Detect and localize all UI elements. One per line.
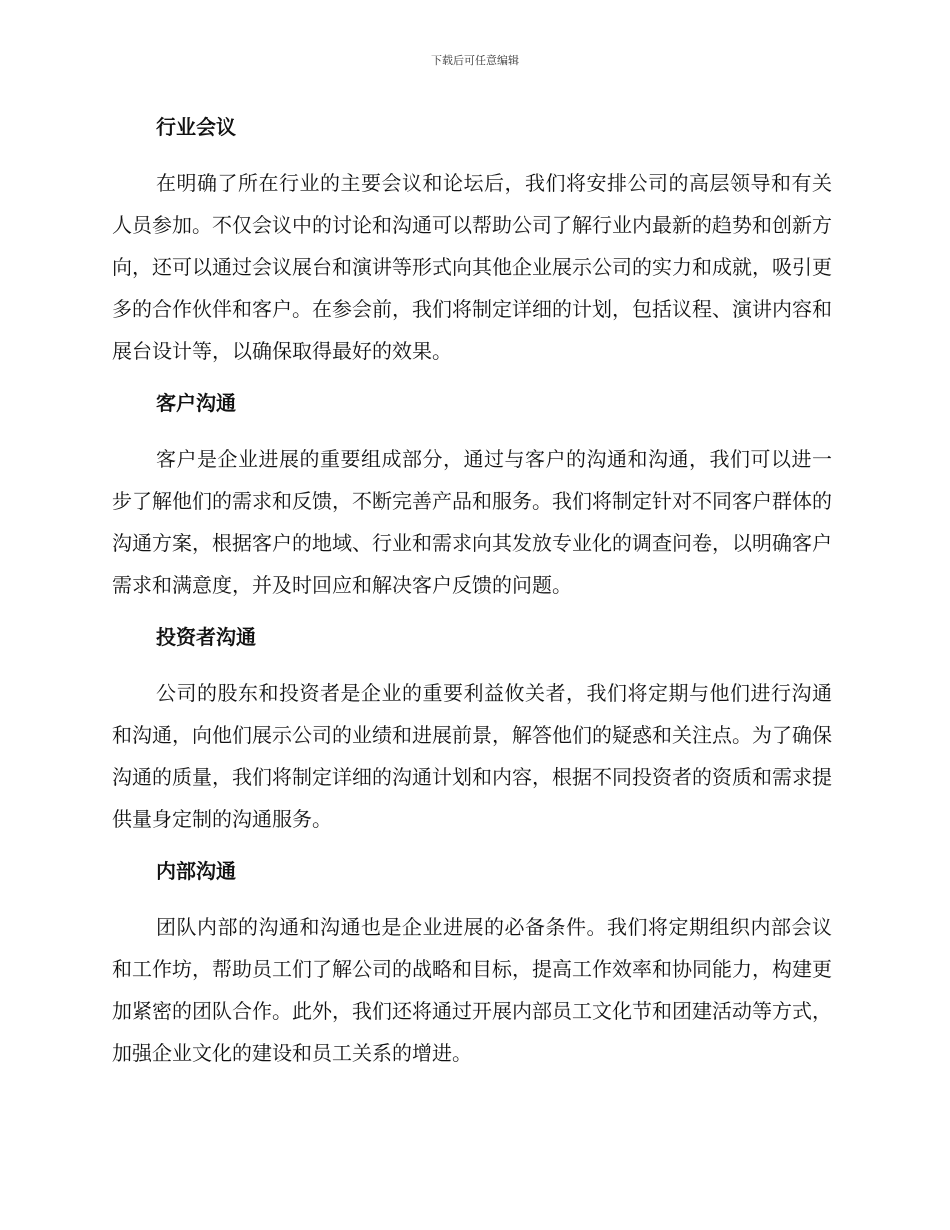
section-customer-communication (112, 384, 832, 606)
section-internal-communication (112, 852, 832, 1074)
section-industry-conference (112, 108, 832, 372)
section-title: 内部沟通 (156, 859, 236, 883)
section-title: 投资者沟通 (156, 625, 256, 649)
document-content (112, 108, 832, 1086)
section-paragraph: 在明确了所在行业的主要会议和论坛后，我们将安排公司的高层领导和有关人员参加。不仅会议中的讨论和沟通可以帮助公司了解行业内最新的趋势和创新方向，还可以通过会议展台和演讲等形式向其他企业展示公司的实力和成就，吸引更多的合作伙伴和客户。在参会前，我们将制定详细的计划，包括议程、演讲内容和展台设计等，以确保取得最好的效果。 (112, 171, 832, 363)
section-title: 客户沟通 (156, 391, 236, 415)
section-investor-communication (112, 618, 832, 840)
section-paragraph: 公司的股东和投资者是企业的重要利益攸关者，我们将定期与他们进行沟通和沟通，向他们展示公司的业绩和进展前景，解答他们的疑惑和关注点。为了确保沟通的质量，我们将制定详细的沟通计划和内容，根据不同投资者的资质和需求提供量身定制的沟通服务。 (112, 681, 832, 831)
section-paragraph: 客户是企业进展的重要组成部分，通过与客户的沟通和沟通，我们可以进一步了解他们的需求和反馈，不断完善产品和服务。我们将制定针对不同客户群体的沟通方案，根据客户的地域、行业和需求向其发放专业化的调查问卷，以明确客户需求和满意度，并及时回应和解决客户反馈的问题。 (112, 447, 832, 597)
header-note: 下载后可任意编辑 (431, 54, 519, 67)
section-title: 行业会议 (156, 115, 236, 139)
section-paragraph: 团队内部的沟通和沟通也是企业进展的必备条件。我们将定期组织内部会议和工作坊，帮助员工们了解公司的战略和目标，提高工作效率和协同能力，构建更加紧密的团队合作。此外，我们还将通过开展内部员工文化节和团建活动等方式，加强企业文化的建设和员工关系的增进。 (112, 915, 832, 1065)
